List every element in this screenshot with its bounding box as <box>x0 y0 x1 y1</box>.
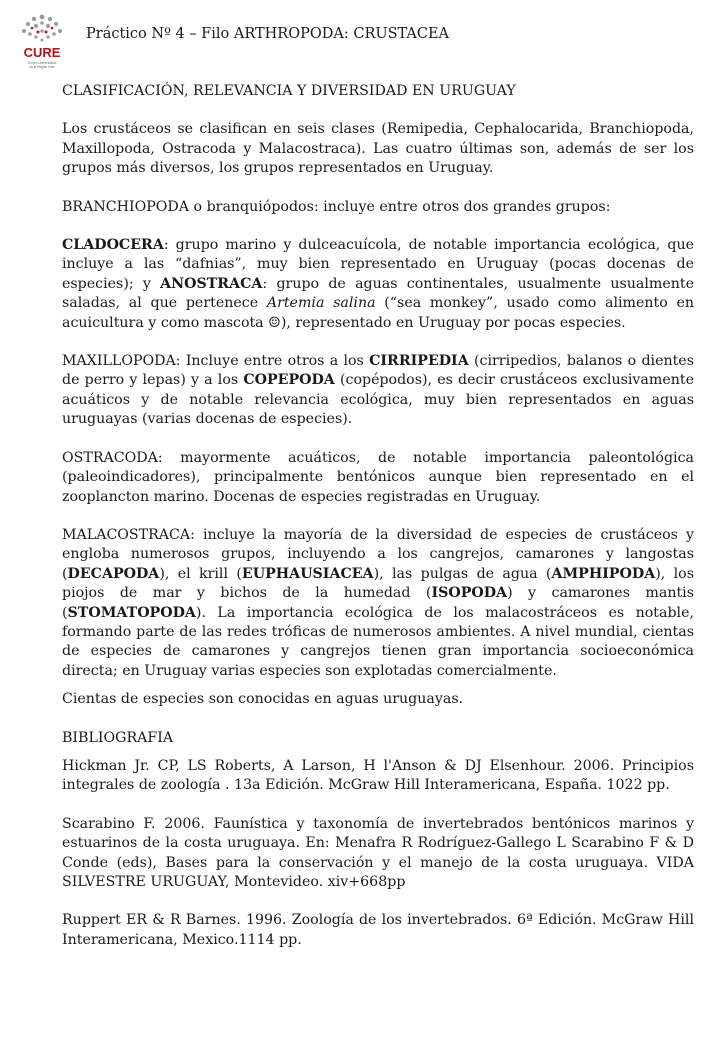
malacostraca-note: Cientas de especies son conocidas en aguas uruguayas. <box>62 691 464 708</box>
cure-logo-subtext: Centro Universitario <box>27 61 57 65</box>
cure-logo-text: CURE <box>23 45 61 60</box>
reference-item: Scarabino F. 2006. Faunística y taxonomía de invertebrados bentónicos marinos y estuarinos de la costa uruguaya. En: Menafra R Rodríguez-Gallego L Scarabino F & D Conde (eds), Bases para la conservación y el manejo de la costa uruguaya. VIDA SILVESTRE URUGUAY, Montevideo. xiv+668pp <box>62 815 694 890</box>
ostracoda-paragraph: OSTRACODA: mayormente acuáticos, de notable importancia paleontológica (paleoindicadores), principalmente bentónicos aunque bien representado en el zooplancton marino. Docenas de especies registradas en Uruguay. <box>62 449 694 505</box>
anostraca-term: ANOSTRACA <box>160 275 263 292</box>
branchiopoda-paragraph: CLADOCERA: grupo marino y dulceacuícola, de notable importancia ecológica, que incluye a las “dafnias”, muy bien representado en Uruguay (pocas docenas de especies); y ANOSTRACA: grupo de aguas continentales, usualmente usualmente saladas, al que pertenece Artemia salina (“sea monkey”, usado como alimento en acuicultura y como mascota ☺), representado en Uruguay por pocas especies. <box>62 237 695 331</box>
euphausiacea-term: EUPHAUSIACEA <box>241 565 374 582</box>
reference-item: Ruppert ER & R Barnes. 1996. Zoología de los invertebrados. 6ª Edición. McGraw Hill Interamericana, Mexico.1114 pp. <box>62 912 694 948</box>
species-name: Artemia salina <box>266 295 376 312</box>
cirripedia-term: CIRRIPEDIA <box>369 353 469 370</box>
cure-logo <box>16 12 68 74</box>
intro-paragraph: Los crustáceos se clasifican en seis clases (Remipedia, Cephalocarida, Branchiopoda, Maxillopoda, Ostracoda y Malacostraca). Las cuatro últimas son, además de ser los grupos más diversos, los grupos representados en Uruguay. <box>62 121 694 177</box>
document-body <box>62 82 694 950</box>
header-title: Práctico Nº 4 – Filo ARTHROPODA: CRUSTACEA <box>86 26 450 42</box>
section-title: CLASIFICACIÓN, RELEVANCIA Y DIVERSIDAD EN URUGUAY <box>62 83 516 99</box>
copepoda-term: COPEPODA <box>243 372 335 389</box>
reference-item: Hickman Jr. CP, LS Roberts, A Larson, H l'Anson & DJ Elsenhour. 2006. Principios integrales de zoología . 13a Edición. McGraw Hill Interamericana, España. 1022 pp. <box>62 757 694 794</box>
cladocera-term: CLADOCERA <box>62 237 164 254</box>
branchiopoda-intro: BRANCHIOPODA o branquiópodos: incluye entre otros dos grandes grupos: <box>62 198 611 215</box>
isopoda-term: ISOPODA <box>431 585 508 602</box>
svg-text:de la Región Este: de la Región Este <box>29 65 55 69</box>
malacostraca-paragraph: MALACOSTRACA: incluye la mayoría de la diversidad de especies de crustáceos y engloba numerosos grupos, incluyendo a los cangrejos, camarones y langostas (DECAPODA), el krill (EUPHAUSIACEA), las pulgas de agua (AMPHIPODA), los piojos de mar y bichos de la humedad (ISOPODA) y camarones mantis (STOMATOPODA). La importancia ecológica de los malacostráceos es notable, formando parte de las redes tróficas de numerosos ambientes. A nivel mundial, cientas de especies de camarones y cangrejos tienen gran importancia socioeconómica directa; en Uruguay varias especies son explotadas comercialmente. <box>62 526 694 679</box>
amphipoda-term: AMPHIPODA <box>551 565 656 582</box>
maxillopoda-paragraph: MAXILLOPODA: Incluye entre otros a los CIRRIPEDIA (cirripedios, balanos o dientes de perro y lepas) y a los COPEPODA (copépodos), es decir crustáceos exclusivamente acuáticos y de notable relevancia ecológica, muy bien representados en aguas uruguayas (varias docenas de especies). <box>62 353 694 428</box>
bibliography-heading: BIBLIOGRAFIA <box>62 729 174 746</box>
stomatopoda-term: STOMATOPODA <box>67 604 196 621</box>
decapoda-term: DECAPODA <box>67 565 160 582</box>
